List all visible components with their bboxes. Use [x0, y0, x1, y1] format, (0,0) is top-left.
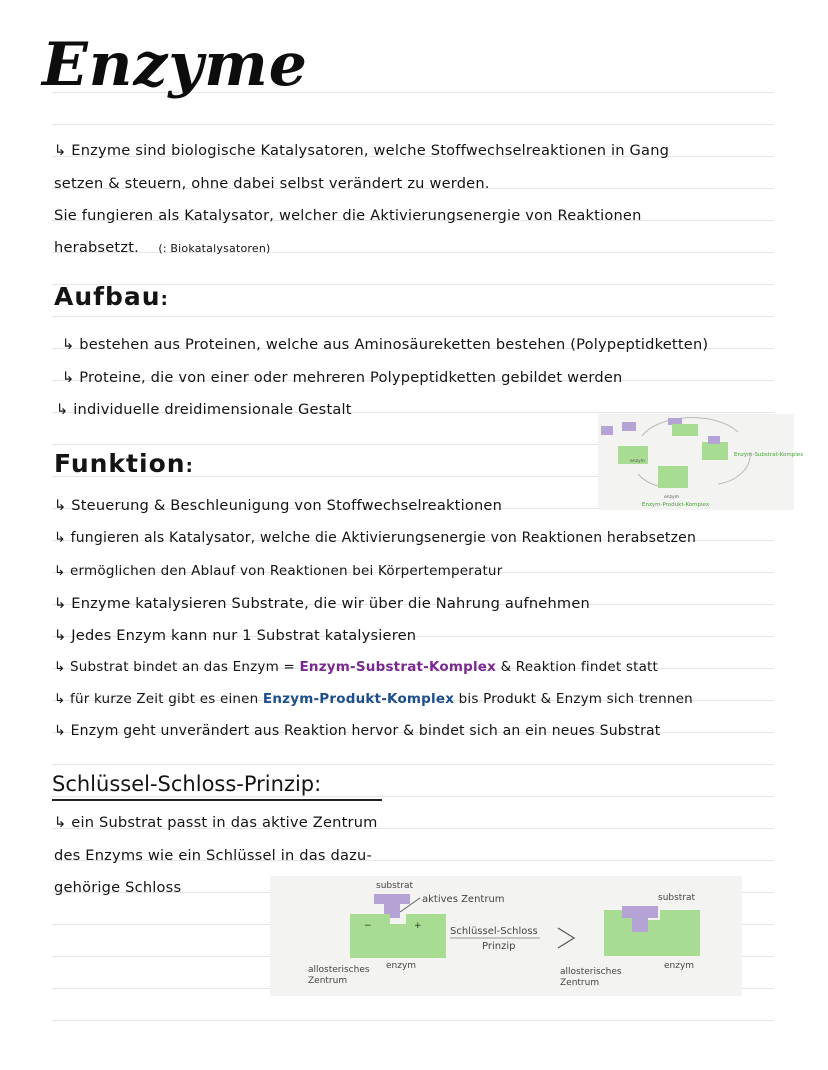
aufbau-item-1: ↳ bestehen aus Proteinen, welche aus Aminosäureketten bestehen (Polypeptidketten)	[62, 336, 709, 353]
funktion-item-7-pre: ↳ für kurze Zeit gibt es einen	[54, 691, 259, 707]
aufbau-item-2: ↳ Proteine, die von einer oder mehreren Polypeptidketten gebildet werden	[62, 369, 623, 386]
funktion-item-6	[54, 659, 658, 675]
funktion-item-6-post: & Reaktion findet statt	[500, 659, 659, 675]
intro-line-2: setzen & steuern, ohne dabei selbst verändert zu werden.	[54, 175, 490, 192]
schloss-line-3: gehörige Schloss	[54, 879, 182, 896]
funktion-item-6-pre: ↳ Substrat bindet an das Enzym =	[54, 659, 295, 675]
funktion-item-1: ↳ Steuerung & Beschleunigung von Stoffwechselreaktionen	[54, 497, 503, 514]
schloss-line-1: ↳ ein Substrat passt in das aktive Zentrum	[54, 814, 378, 831]
funktion-item-3: ↳ ermöglichen den Ablauf von Reaktionen bei Körpertemperatur	[54, 563, 503, 579]
label-substrat-left: substrat	[376, 881, 414, 891]
label-zentrum-right: Zentrum	[560, 978, 600, 988]
page-title: Enzyme	[42, 30, 308, 100]
funktion-heading-colon: :	[185, 456, 194, 477]
funktion-item-2: ↳ fungieren als Katalysator, welche die Aktivierungsenergie von Reaktionen herabsetzen	[54, 530, 697, 546]
svg-text:+: +	[414, 921, 422, 931]
enzym-substrat-komplex-highlight: Enzym-Substrat-Komplex	[299, 659, 497, 675]
label-substrat-right: substrat	[658, 893, 696, 903]
lock-and-key-diagram	[270, 876, 742, 996]
cycle-label-esk: Enzym-Substrat-Komplex	[734, 452, 804, 458]
funktion-item-5: ↳ Jedes Enzym kann nur 1 Substrat katalysieren	[54, 627, 417, 644]
cycle-label-enzym-2: enzym	[664, 495, 680, 500]
intro-line-4	[54, 239, 271, 256]
funktion-item-8: ↳ Enzym geht unverändert aus Reaktion hervor & bindet sich an ein neues Substrat	[54, 723, 661, 739]
schloss-line-2: des Enzyms wie ein Schlüssel in das dazu-	[54, 847, 372, 864]
funktion-item-7	[54, 691, 693, 707]
intro-line-4-main: herabsetzt.	[54, 239, 139, 256]
schloss-heading: Schlüssel-Schloss-Prinzip:	[52, 772, 382, 801]
enzyme-cycle-diagram	[598, 414, 804, 510]
label-aktives-zentrum: aktives Zentrum	[422, 894, 505, 905]
label-allosterisches-left: allosterisches	[308, 965, 370, 975]
intro-line-4-note: (: Biokatalysatoren)	[158, 242, 271, 255]
funktion-item-4: ↳ Enzyme katalysieren Substrate, die wir über die Nahrung aufnehmen	[54, 595, 590, 612]
label-allosterisches-right: allosterisches	[560, 967, 622, 977]
intro-line-1: ↳ Enzyme sind biologische Katalysatoren, welche Stoffwechselreaktionen in Gang	[54, 142, 670, 159]
arrow-label-2: Prinzip	[482, 941, 516, 952]
funktion-heading	[54, 449, 194, 478]
cycle-label-enzym-1: enzym	[630, 459, 646, 464]
aufbau-heading-colon: :	[160, 289, 169, 310]
aufbau-heading-text: Aufbau	[54, 282, 161, 311]
arrow-label-1: Schlüssel-Schloss	[450, 926, 538, 937]
intro-line-3: Sie fungieren als Katalysator, welcher die Aktivierungsenergie von Reaktionen	[54, 207, 642, 224]
cycle-label-epk: Enzym-Produkt-Komplex	[642, 502, 710, 508]
aufbau-item-3: ↳ individuelle dreidimensionale Gestalt	[56, 401, 352, 418]
label-enzym-right: enzym	[664, 961, 695, 971]
enzym-produkt-komplex-highlight: Enzym-Produkt-Komplex	[262, 691, 455, 707]
funktion-heading-text: Funktion	[54, 449, 186, 478]
label-zentrum-left: Zentrum	[308, 976, 348, 986]
label-enzym-left: enzym	[386, 961, 417, 971]
svg-text:−: −	[364, 921, 372, 931]
aufbau-heading	[54, 282, 169, 311]
funktion-item-7-post: bis Produkt & Enzym sich trennen	[458, 691, 693, 707]
